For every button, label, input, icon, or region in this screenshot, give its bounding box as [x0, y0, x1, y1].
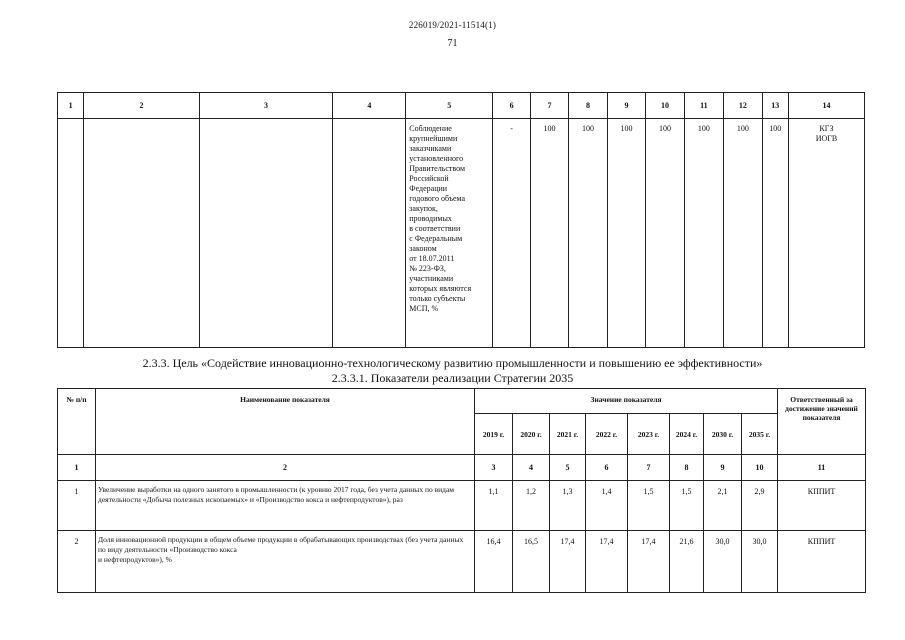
top-table-header-row — [58, 93, 865, 119]
column-number: 5 — [550, 455, 586, 481]
table-cell: - — [493, 119, 530, 348]
responsible-cell: КГЗ ИОГВ — [788, 119, 864, 348]
value-cell: 21,6 — [670, 531, 704, 593]
column-number: 8 — [569, 93, 607, 119]
column-number: 4 — [333, 93, 406, 119]
column-number: 6 — [586, 455, 628, 481]
value-cell: 100 — [762, 119, 788, 348]
empty-cell — [333, 119, 406, 348]
top-table — [57, 92, 865, 348]
value-cell: 100 — [724, 119, 762, 348]
column-number: 3 — [199, 93, 333, 119]
value-cell: 17,4 — [550, 531, 586, 593]
column-number: 5 — [406, 93, 493, 119]
value-cell: 30,0 — [742, 531, 778, 593]
header-value: Значение показателя — [475, 389, 778, 414]
year-header: 2024 г. — [670, 414, 704, 455]
value-cell: 1,1 — [475, 481, 513, 531]
column-number: 3 — [475, 455, 513, 481]
year-header: 2020 г. — [513, 414, 550, 455]
column-number: 10 — [742, 455, 778, 481]
value-cell: 100 — [684, 119, 723, 348]
empty-cell — [84, 119, 199, 348]
column-number: 1 — [58, 93, 84, 119]
column-number: 9 — [704, 455, 742, 481]
column-number: 4 — [513, 455, 550, 481]
column-number: 6 — [493, 93, 530, 119]
column-number: 7 — [628, 455, 670, 481]
value-cell: 100 — [646, 119, 684, 348]
value-cell: 1,4 — [586, 481, 628, 531]
column-number: 10 — [646, 93, 684, 119]
value-cell: 100 — [569, 119, 607, 348]
section-heading: 2.3.3. Цель «Содействие инновационно-технологическому развитию промышленности и повышению ее эффективности» — [142, 356, 763, 370]
column-number: 8 — [670, 455, 704, 481]
value-cell: 2,1 — [704, 481, 742, 531]
table-row — [58, 531, 866, 593]
value-cell: 17,4 — [586, 531, 628, 593]
page-number: 71 — [447, 38, 458, 49]
column-number: 11 — [684, 93, 723, 119]
column-number: 1 — [58, 455, 96, 481]
indicator-name: Доля инновационной продукции в общем объеме продукции в обрабатывающих производствах (без учета данных по виду деятельности «Производство кокса и нефтепродуктов»), % — [96, 531, 475, 593]
column-number: 2 — [96, 455, 475, 481]
value-cell: 1,3 — [550, 481, 586, 531]
value-cell: 17,4 — [628, 531, 670, 593]
responsible-cell: КППИТ — [778, 481, 866, 531]
header-responsible: Ответственный за достижение значений показателя — [778, 389, 866, 455]
column-number: 13 — [762, 93, 788, 119]
year-header: 2035 г. — [742, 414, 778, 455]
column-number: 9 — [607, 93, 645, 119]
value-cell: 1,5 — [670, 481, 704, 531]
column-number: 12 — [724, 93, 762, 119]
value-cell: 16,4 — [475, 531, 513, 593]
value-cell: 1,5 — [628, 481, 670, 531]
table-row — [58, 119, 865, 348]
indicator-name: Соблюдение крупнейшими заказчиками установленного Правительством Российской Федерации годового объема закупок, проводимых в соответствии с Федеральным законом от 18.07.2011 № 223-ФЗ, участниками которых являются только субъекты МСП, % — [406, 119, 493, 348]
value-cell: 100 — [607, 119, 645, 348]
value-cell: 30,0 — [704, 531, 742, 593]
year-header: 2023 г. — [628, 414, 670, 455]
column-number: 7 — [530, 93, 568, 119]
column-number-row — [58, 455, 866, 481]
responsible-cell: КППИТ — [778, 531, 866, 593]
value-cell: 100 — [530, 119, 568, 348]
row-number: 1 — [58, 481, 96, 531]
row-number: 2 — [58, 531, 96, 593]
sub-heading: 2.3.3.1. Показатели реализации Стратегии 2035 — [331, 371, 574, 385]
value-cell: 16,5 — [513, 531, 550, 593]
column-number: 2 — [84, 93, 199, 119]
column-number: 11 — [778, 455, 866, 481]
value-cell: 2,9 — [742, 481, 778, 531]
table-row — [58, 481, 866, 531]
header-num: № п/п — [58, 389, 96, 455]
header-row — [58, 389, 866, 414]
header-name: Наименование показателя — [96, 389, 475, 455]
year-header: 2021 г. — [550, 414, 586, 455]
column-number: 14 — [788, 93, 864, 119]
year-header: 2030 г. — [704, 414, 742, 455]
value-cell: 1,2 — [513, 481, 550, 531]
year-header: 2019 г. — [475, 414, 513, 455]
bottom-table — [57, 388, 866, 593]
empty-cell — [199, 119, 333, 348]
document-id: 226019/2021-11514(1) — [408, 20, 497, 30]
indicator-name: Увеличение выработки на одного занятого в промышленности (к уровню 2017 года, без учета данных по видам деятельности «Добыча полезных ископаемых» и «Производство кокса и нефтепродуктов»), раз — [96, 481, 475, 531]
year-header: 2022 г. — [586, 414, 628, 455]
empty-cell — [58, 119, 84, 348]
